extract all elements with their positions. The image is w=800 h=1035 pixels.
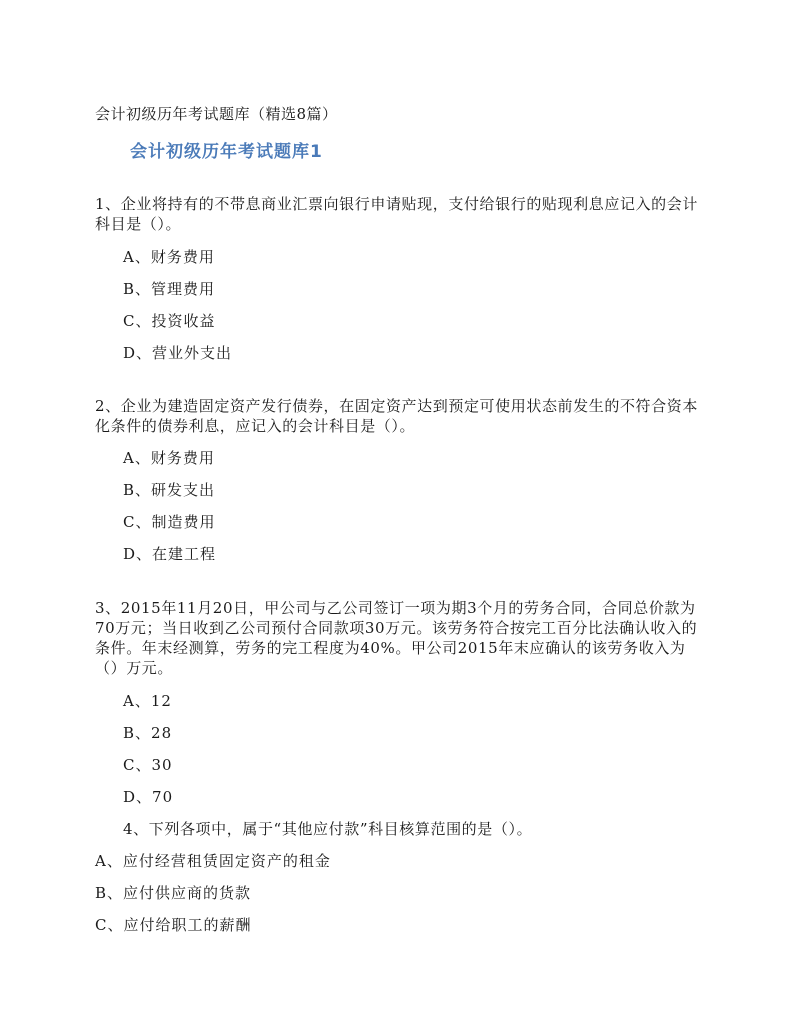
question-1-option-a: A、财务费用	[123, 248, 215, 266]
question-2-option-a: A、财务费用	[123, 449, 215, 467]
question-1-option-c: C、投资收益	[123, 312, 216, 330]
section-heading: 会计初级历年考试题库1	[130, 142, 323, 162]
question-3-stem: 3、2015年11月20日，甲公司与乙公司签订一项为期3个月的劳务合同，合同总价款为70万元；当日收到乙公司预付合同款项30万元。该劳务符合按完工百分比法确认收入的条件。年末经测算，劳务的完工程度为40%。甲公司2015年末应确认的该劳务收入为（）万元。	[95, 599, 698, 677]
question-4-option-a: A、应付经营租赁固定资产的租金	[95, 852, 331, 870]
question-3-option-d: D、70	[123, 788, 174, 806]
question-3-option-a: A、12	[123, 692, 172, 710]
question-4-stem: 4、下列各项中，属于“其他应付款”科目核算范围的是（）。	[123, 820, 533, 838]
question-1-option-d: D、营业外支出	[123, 344, 233, 362]
question-3-option-b: B、28	[123, 724, 173, 742]
question-2-option-b: B、研发支出	[123, 481, 216, 499]
question-2-stem: 2、企业为建造固定资产发行债券，在固定资产达到预定可使用状态前发生的不符合资本化条件的债券利息，应记入的会计科目是（）。	[95, 397, 698, 435]
question-1-stem: 1、企业将持有的不带息商业汇票向银行申请贴现，支付给银行的贴现利息应记入的会计科目是（）。	[95, 195, 698, 233]
question-4-option-b: B、应付供应商的货款	[95, 884, 252, 902]
document-title: 会计初级历年考试题库（精选8篇）	[95, 105, 338, 123]
question-2-option-c: C、制造费用	[123, 513, 216, 531]
question-3-option-c: C、30	[123, 756, 173, 774]
question-1-option-b: B、管理费用	[123, 280, 216, 298]
question-4-option-c: C、应付给职工的薪酬	[95, 916, 252, 934]
question-2-option-d: D、在建工程	[123, 545, 217, 563]
